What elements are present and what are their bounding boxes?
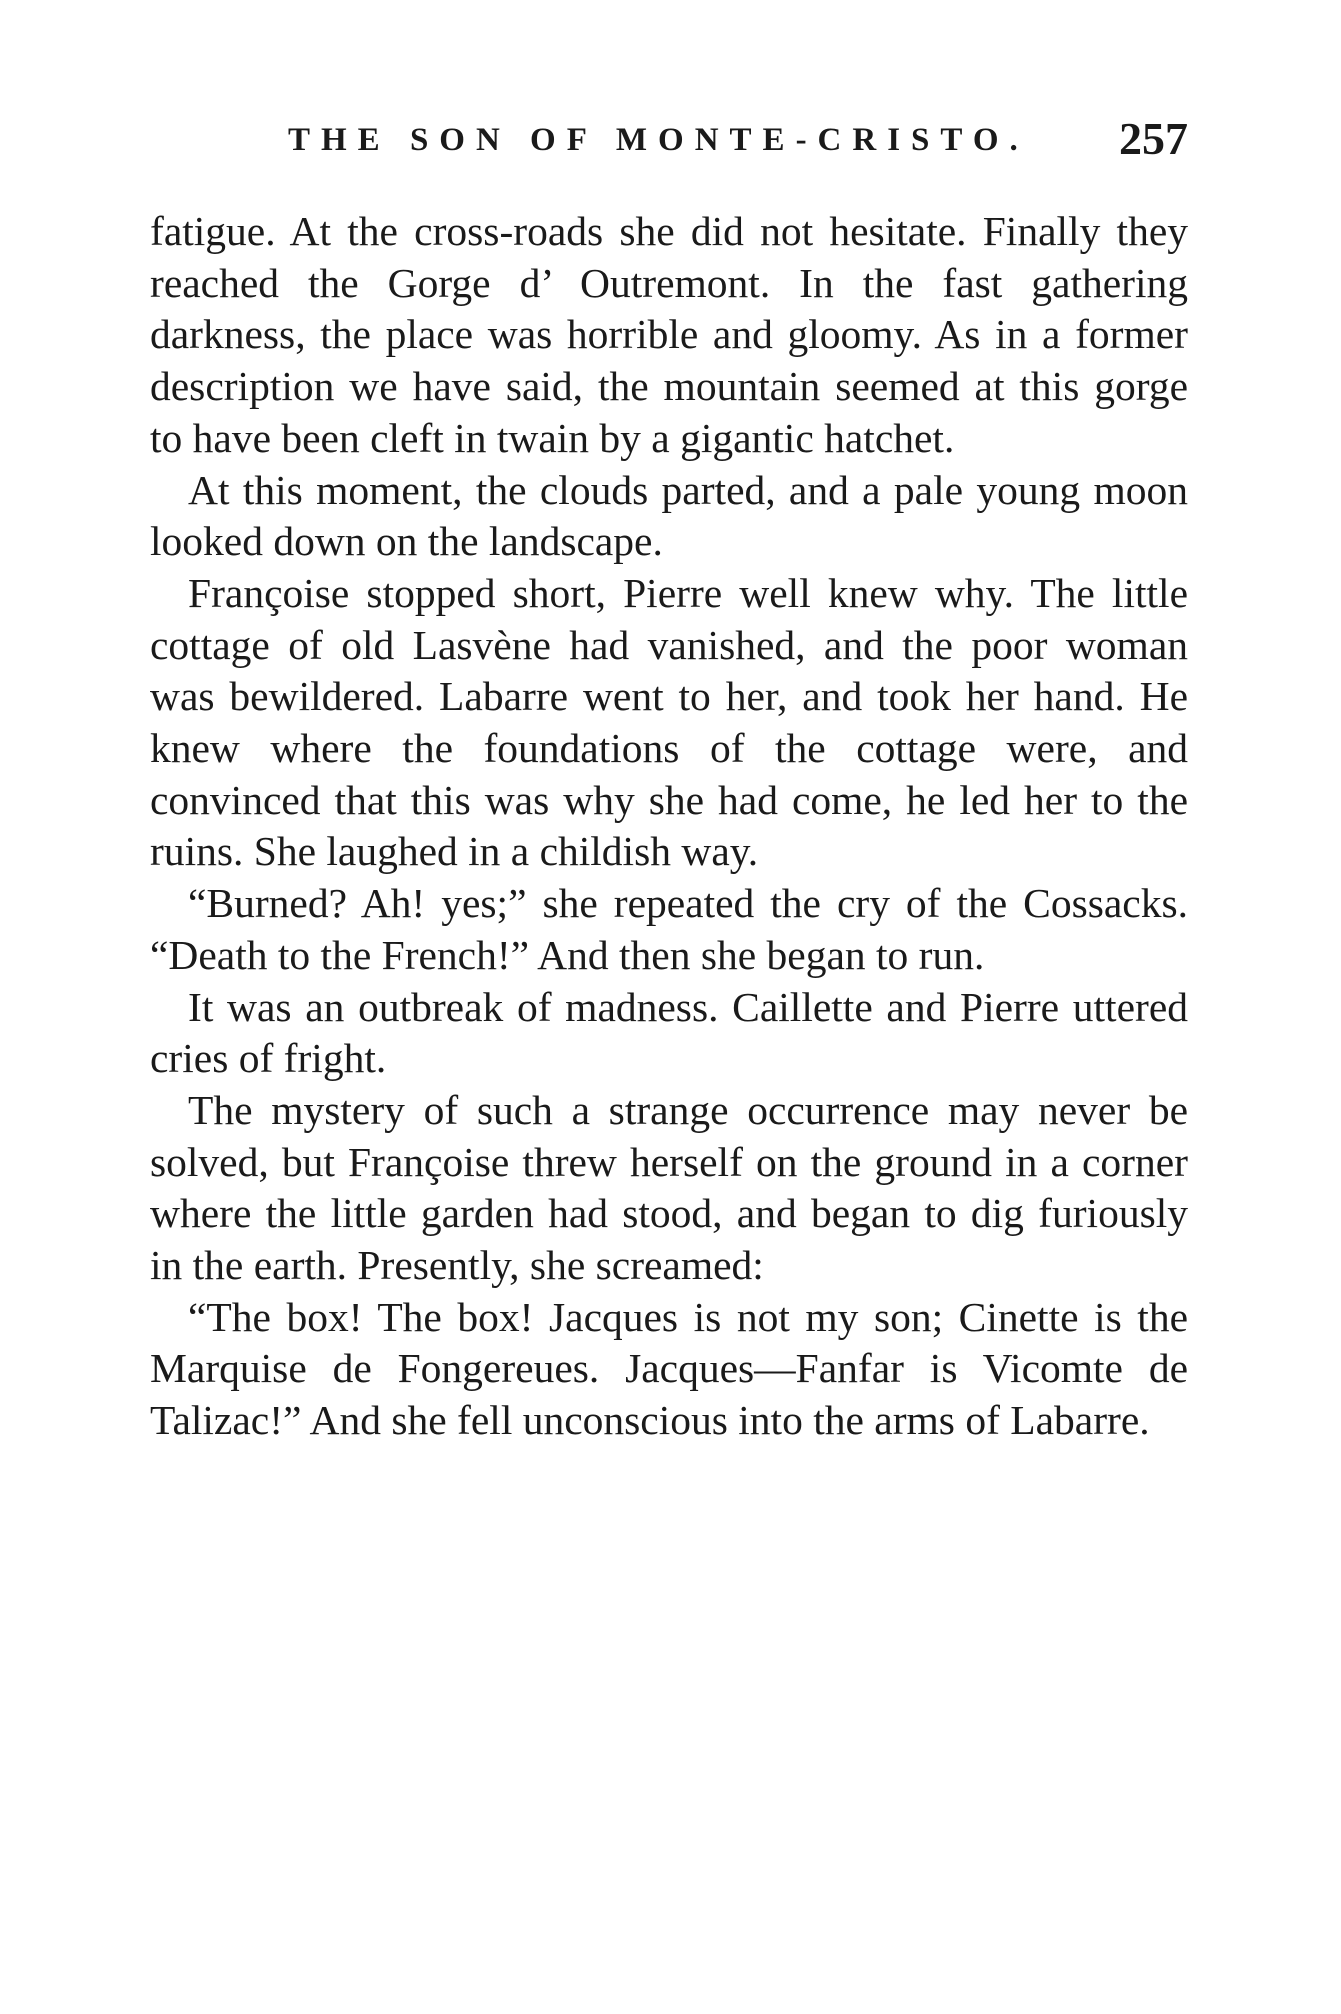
page-number: 257 [1119, 113, 1188, 164]
paragraph: At this moment, the clouds parted, and a pale young moon looked down on the landscape. [150, 466, 1188, 565]
paragraph: “Burned? Ah! yes;” she repeated the cry of the Cossacks. “Death to the French!” And then she began to run. [150, 880, 1188, 978]
paragraph: fatigue. At the cross-roads she did not hesitate. Finally they reached the Gorge d’ Outremont. In the fast gathering darkness, the place was horrible and gloomy. As in a former description we have said, the mountain seemed at this gorge to have been cleft in twain by a gigantic hatchet. [150, 208, 1188, 461]
paragraph: Françoise stopped short, Pierre well knew why. The little cottage of old Lasvène had vanished, and the poor woman was bewildered. Labarre went to her, and took her hand. He knew where the foundations of the cottage were, and convinced that this was why she had come, he led her to the ruins. She laughed in a childish way. [150, 569, 1188, 875]
running-title: THE SON OF MONTE-CRISTO. [288, 122, 1029, 158]
paragraph: It was an outbreak of madness. Caillette and Pierre uttered cries of fright. [150, 983, 1188, 1082]
paragraph: “The box! The box! Jacques is not my son; Cinette is the Marquise de Fongereues. Jacques—Fanfar is Vicomte de Talizac!” And she fell unconscious into the arms of Labarre. [150, 1293, 1188, 1444]
body-text [150, 206, 1188, 1447]
paragraph: The mystery of such a strange occurrence may never be solved, but Françoise threw herself on the ground in a corner where the little garden had stood, and began to dig furiously in the earth. Presently, she screamed: [150, 1086, 1188, 1289]
page-header [288, 112, 1188, 172]
